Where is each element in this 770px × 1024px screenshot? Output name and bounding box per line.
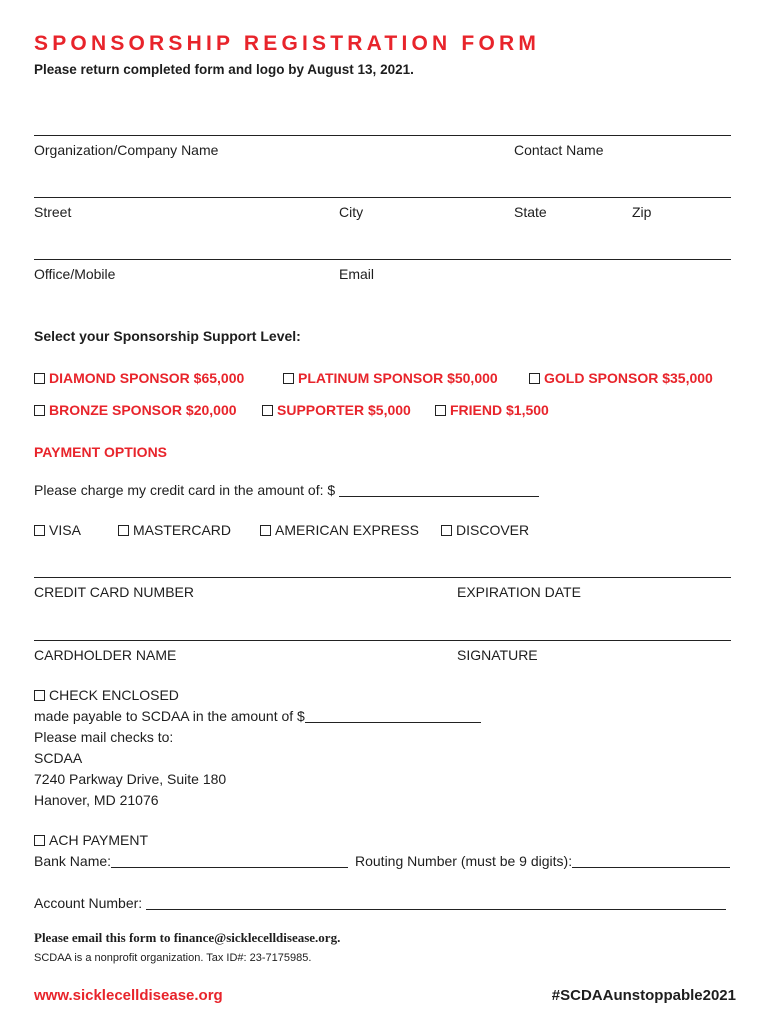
amex-checkbox[interactable] [260, 525, 271, 536]
org-contact-line[interactable] [34, 135, 731, 136]
diamond-sponsor-option[interactable] [34, 370, 244, 386]
bronze-checkbox[interactable] [34, 405, 45, 416]
account-label: Account Number: [34, 895, 143, 911]
signature-label: SIGNATURE [457, 647, 538, 663]
discover-checkbox[interactable] [441, 525, 452, 536]
mail-address-1: 7240 Parkway Drive, Suite 180 [34, 771, 227, 787]
org-name-label: Organization/Company Name [34, 142, 219, 158]
bank-name-field[interactable] [111, 854, 348, 868]
account-field[interactable] [146, 896, 726, 910]
check-label: CHECK ENCLOSED [49, 687, 179, 703]
discover-option[interactable] [441, 522, 529, 538]
mail-address-2: Hanover, MD 21076 [34, 792, 159, 808]
card-number-label: CREDIT CARD NUMBER [34, 584, 194, 600]
zip-label: Zip [632, 204, 652, 220]
ach-label: ACH PAYMENT [49, 832, 149, 848]
website-link[interactable]: www.sicklecelldisease.org [34, 987, 223, 1004]
hashtag: #SCDAAunstoppable2021 [551, 987, 736, 1004]
friend-checkbox[interactable] [435, 405, 446, 416]
routing-row [355, 853, 730, 869]
ach-checkbox[interactable] [34, 835, 45, 846]
visa-label: VISA [49, 522, 81, 538]
amex-label: AMERICAN EXPRESS [275, 522, 419, 538]
supporter-checkbox[interactable] [262, 405, 273, 416]
mastercard-option[interactable] [118, 522, 231, 538]
form-subtitle: Please return completed form and logo by August 13, 2021. [34, 62, 414, 77]
platinum-sponsor-option[interactable] [283, 370, 498, 386]
sponsorship-heading: Select your Sponsorship Support Level: [34, 328, 301, 344]
discover-label: DISCOVER [456, 522, 530, 538]
email-label: Email [339, 266, 375, 282]
contact-name-label: Contact Name [514, 142, 604, 158]
tax-note: SCDAA is a nonprofit organization. Tax ID#: 23-7175985. [34, 952, 312, 964]
phone-email-line[interactable] [34, 259, 731, 260]
charge-amount-label: Please charge my credit card in the amount of: $ [34, 482, 336, 498]
visa-option[interactable] [34, 522, 81, 538]
bank-name-row [34, 853, 348, 869]
card-number-line[interactable] [34, 577, 731, 578]
friend-label: FRIEND $1,500 [450, 402, 549, 418]
routing-label: Routing Number (must be 9 digits): [355, 853, 573, 869]
friend-option[interactable] [435, 402, 549, 418]
charge-amount-row [34, 482, 539, 498]
bronze-sponsor-option[interactable] [34, 402, 237, 418]
office-mobile-label: Office/Mobile [34, 266, 116, 282]
diamond-label: DIAMOND SPONSOR $65,000 [49, 370, 245, 386]
mastercard-checkbox[interactable] [118, 525, 129, 536]
amex-option[interactable] [260, 522, 419, 538]
address-line[interactable] [34, 197, 731, 198]
bank-name-label: Bank Name: [34, 853, 112, 869]
check-payable-row [34, 708, 481, 724]
mastercard-label: MASTERCARD [133, 522, 232, 538]
account-row [34, 895, 726, 911]
state-label: State [514, 204, 547, 220]
street-label: Street [34, 204, 72, 220]
city-label: City [339, 204, 364, 220]
charge-amount-field[interactable] [339, 483, 539, 497]
cardholder-line[interactable] [34, 640, 731, 641]
mail-to-label: Please mail checks to: [34, 729, 174, 745]
mail-org: SCDAA [34, 750, 83, 766]
routing-field[interactable] [572, 854, 730, 868]
bronze-label: BRONZE SPONSOR $20,000 [49, 402, 237, 418]
check-option[interactable] [34, 687, 179, 703]
ach-option[interactable] [34, 832, 148, 848]
supporter-label: SUPPORTER $5,000 [277, 402, 411, 418]
gold-checkbox[interactable] [529, 373, 540, 384]
cardholder-label: CARDHOLDER NAME [34, 647, 177, 663]
form-title: SPONSORSHIP REGISTRATION FORM [34, 32, 541, 55]
visa-checkbox[interactable] [34, 525, 45, 536]
check-checkbox[interactable] [34, 690, 45, 701]
platinum-label: PLATINUM SPONSOR $50,000 [298, 370, 498, 386]
email-note: Please email this form to finance@sicklecelldisease.org. [34, 930, 341, 945]
diamond-checkbox[interactable] [34, 373, 45, 384]
check-amount-field[interactable] [305, 709, 481, 723]
payment-heading: PAYMENT OPTIONS [34, 444, 168, 460]
platinum-checkbox[interactable] [283, 373, 294, 384]
expiration-label: EXPIRATION DATE [457, 584, 581, 600]
supporter-option[interactable] [262, 402, 411, 418]
gold-label: GOLD SPONSOR $35,000 [544, 370, 713, 386]
gold-sponsor-option[interactable] [529, 370, 713, 386]
check-payable-label: made payable to SCDAA in the amount of $ [34, 708, 305, 724]
